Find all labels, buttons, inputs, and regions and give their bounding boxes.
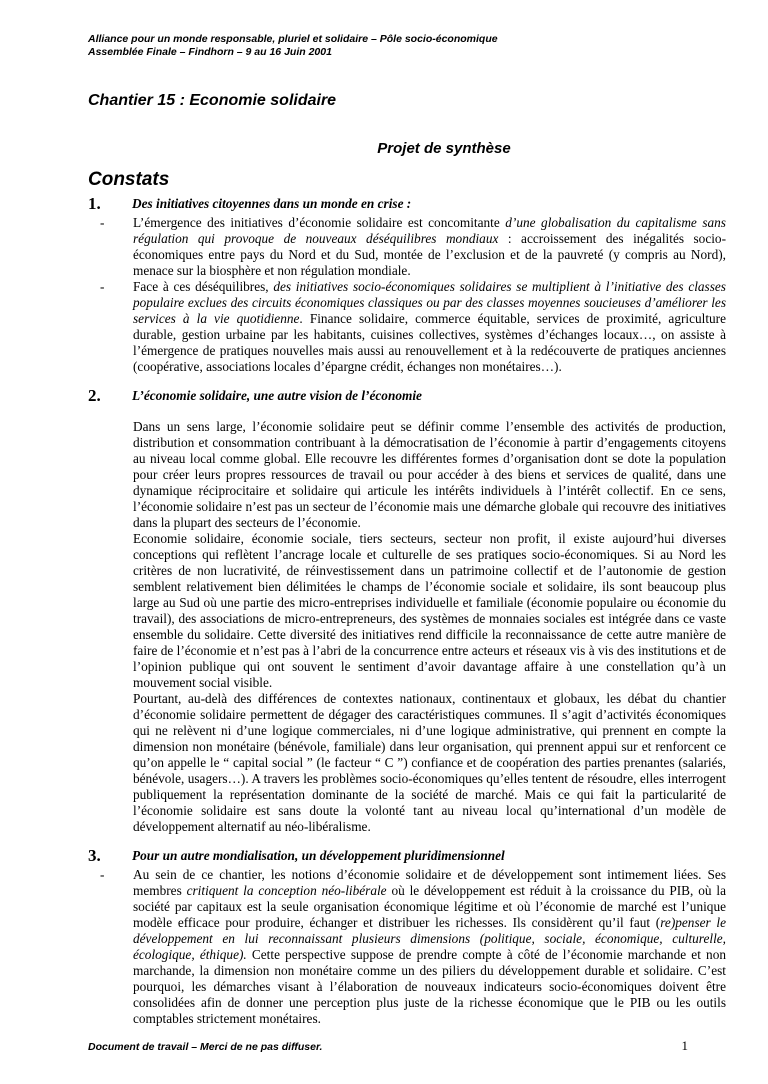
emphasis: des initiatives socio-économiques solidaires se multiplient à l’initiative des classes populaire exclues des circuits économiques classiques ou par des classes moyennes soucieuses d’améliorer les services à la vie quotidienne — [133, 279, 726, 326]
document-title: Chantier 15 : Economie solidaire — [88, 92, 337, 109]
section-number: 3. — [88, 846, 101, 865]
section-number: 2. — [88, 386, 101, 405]
text: où le développement est réduit à la croissance du PIB, où la société par capitaux est la seule organisation économique légitime et où l’économie de marché est l’unique modèle efficace pour produire, échanger et distribuer les richesses. Ils considèrent qu’il faut ( — [133, 883, 726, 930]
footer-row — [88, 1039, 688, 1084]
page-flow — [88, 195, 726, 1084]
paragraph: Economie solidaire, économie sociale, tiers secteurs, secteur non profit, il existe aujourd’hui diverses conceptions qui reflètent l’ancrage locale et culturelle de ses pratiques socio-économiques. Si au Nord les critères de non lucrativité, de réinvestissement dans un patrimoine collectif et de l’autonomie de gestion semblent relativement bien délimitées le champs de l’économie sociale et solidaire, ils sont beaucoup plus large au Sud où une partie des micro-entreprises individuelle et familiale (économie populaire ou économie du travail), des associations de micro-entrepreneurs, des systèmes de monnaies sociales est intégrée dans ce vaste ensemble du solidaire. Cette diversité des initiatives rend difficile la reconnaissance de cette autre manière de faire de l’économie et n’est pas à l’abri de la concurrence entre acteurs et réseaux vis à vis des institutions et de l’opinion publique qui ont souvent le sentiment d’avoir davantage affaire à une constellation qu’à un mouvement social visible. — [133, 531, 726, 690]
header-line-1: Alliance pour un monde responsable, pluriel et solidaire – Pôle socio-économique — [88, 33, 498, 45]
text: L’émergence des initiatives d’économie solidaire est concomitante — [133, 215, 506, 230]
bullet-dash: - — [100, 867, 105, 882]
paragraph: Pourtant, au-delà des différences de contextes nationaux, continentaux et globaux, les débat du chantier d’économie solidaire permettent de dégager des caractéristiques communes. Il s’agit d’activités économiques qui ne relèvent ni d’une logique commerciales, ni d’une logique administrative, qui prennent en compte la dimension non monétaire (bénévole, familiale) dans leur organisation, qui prennent appui sur et renforcent ce qu’on appelle le “ capital social ” (le facteur “ C ”) confiance et de coopération des parties prenantes (salariés, bénévole, usagers…). A travers les problèmes socio-économiques qu’elles tentent de résoudre, elles interrogent publiquement la représentation dominante de la société de marché. Mais ce qui fait la particularité de l’économie solidaire est sans doute la volonté tant au niveau local qu’international d’un modèle de développement alternatif au néo-libéralisme. — [133, 691, 726, 834]
bullet-dash: - — [100, 279, 105, 294]
emphasis: re)penser le développement en lui reconnaissant plusieurs dimensions (politique, sociale, économique, culturelle, écologique, éthique). — [133, 915, 726, 962]
bullet-dash: - — [100, 215, 105, 230]
section-title: L’économie solidaire, une autre vision de l’économie — [132, 388, 422, 403]
list-item — [88, 867, 726, 1027]
section-2 — [88, 387, 726, 835]
text: : accroissement des inégalités socio-économiques entre pays du Nord et du Sud, montée de l’exclusion et de la pauvreté (y compris au Nord), menace sur la biosphère et non régulation mondiale. — [133, 231, 726, 278]
section-heading: Constats — [88, 169, 170, 190]
text: Face à ces déséquilibres, — [133, 279, 274, 294]
page-footer: Document de travail – Merci de ne pas diffuser. — [88, 1041, 323, 1053]
page-number: 1 — [681, 1038, 688, 1053]
paragraph: Dans un sens large, l’économie solidaire peut se définir comme l’ensemble des activités de production, distribution et consommation contribuant à la démocratisation de l’économie à partir d’engagements citoyens au niveau local comme global. Elle recouvre les différentes formes d’organisation dont se dote la population pour créer leurs propres ressources de travail ou pour accéder à des biens et services de qualité, dans une dynamique réciprocitaire et solidaire qui articule les intérêts individuels à l’intérêt collectif. En ce sens, l’économie solidaire n’est pas un secteur de l’économie mais une démarche globale qui recouvre des initiatives dans la plupart des secteurs de l’économie. — [133, 419, 726, 530]
document-subtitle: Projet de synthèse — [377, 140, 511, 157]
section-title: Pour un autre mondialisation, un développement pluridimensionnel — [132, 848, 505, 863]
list-item — [88, 215, 726, 279]
running-header — [88, 33, 498, 59]
section-3 — [88, 847, 726, 1027]
header-line-2: Assemblée Finale – Findhorn – 9 au 16 Juin 2001 — [88, 46, 332, 58]
section-title: Des initiatives citoyennes dans un monde en crise : — [132, 196, 412, 211]
text: . Finance solidaire, commerce équitable, services de proximité, agriculture durable, gestion urbaine par les habitants, cuisines collectives, systèmes d’échanges locaux…, on assiste à l’émergence de pratiques nouvelles mais aussi au renouvellement et à la redécouverte de pratiques anciennes (coopérative, associations locales d’épargne crédit, échanges non monétaires…). — [133, 311, 727, 374]
text: Cette perspective suppose de prendre compte à côté de l’économie marchande et non marchande, la dimension non monétaire comme un des piliers du développement durable et solidaire. C’est pourquoi, les démarches visant à l’élaboration de nouveaux indicateurs socio-économiques doivent être consolidées afin de donner une perception plus juste de la richesse économique que le PIB ou les outils comptables strictement monétaires. — [133, 947, 727, 1026]
text: Au sein de ce chantier, les notions d’économie solidaire et de développement sont intimement liées. Ses membres — [133, 867, 726, 898]
emphasis: critiquent la conception néo-libérale — [186, 883, 387, 898]
section-number: 1. — [88, 194, 101, 213]
list-item — [88, 279, 726, 375]
document-body — [88, 195, 726, 1027]
emphasis: d’une globalisation du capitalisme sans régulation qui provoque de nouveaux déséquilibres mondiaux — [133, 215, 726, 246]
section-1 — [88, 195, 726, 375]
